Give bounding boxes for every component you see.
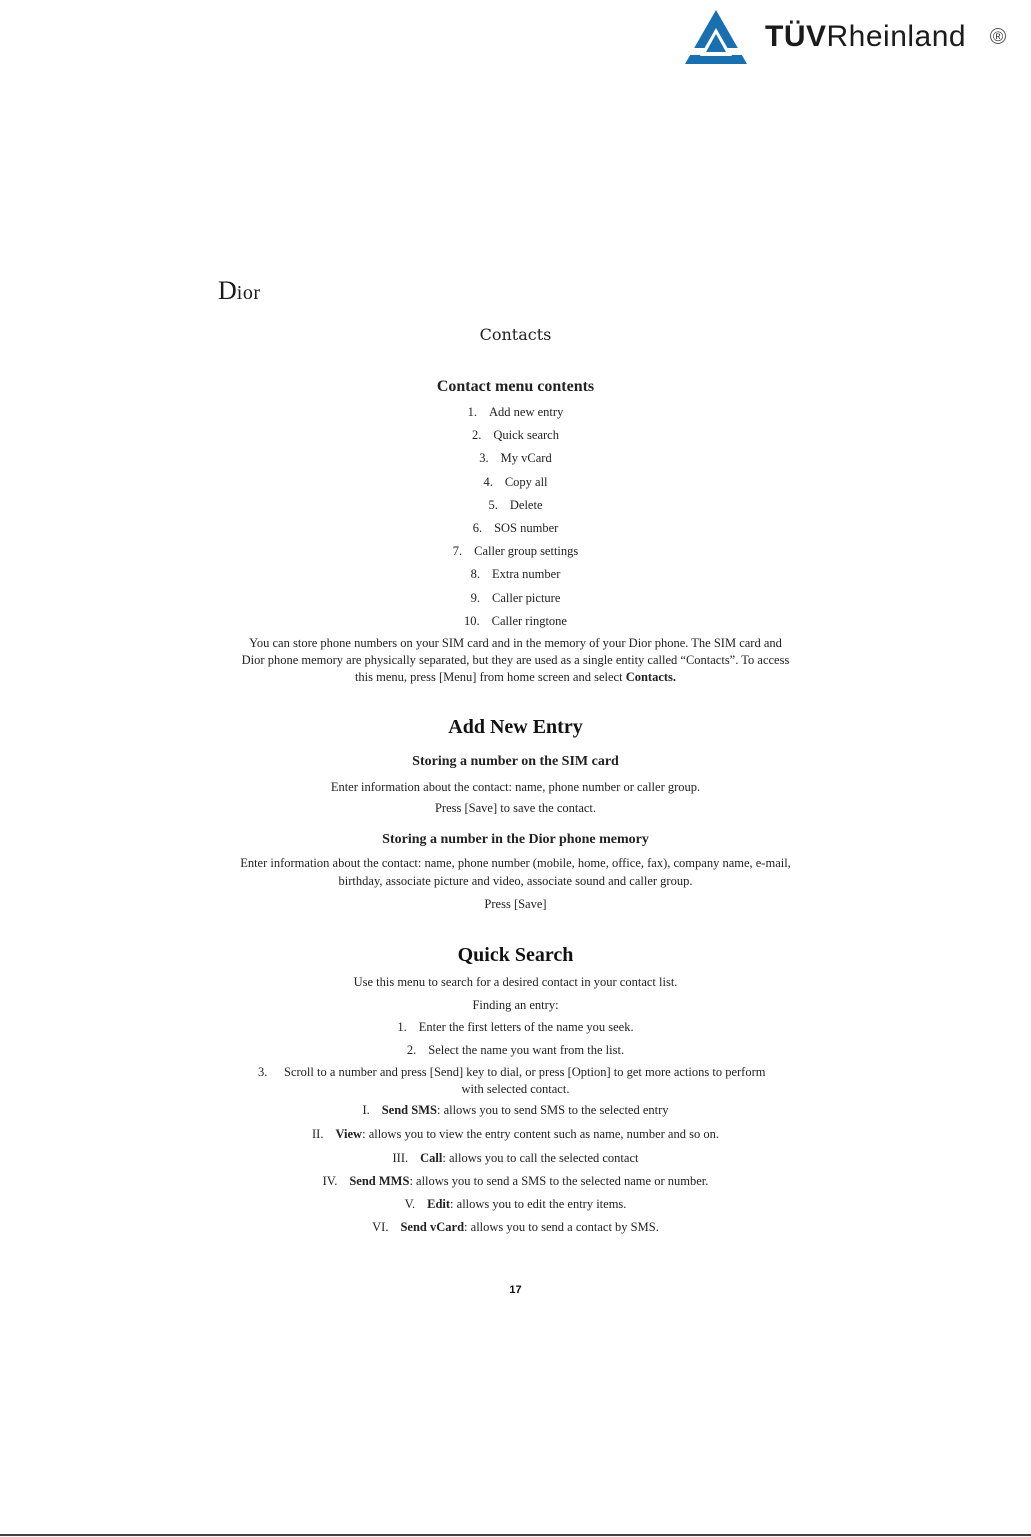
intro-line-1: You can store phone numbers on your SIM card and in the memory of your Dior phone. The SIM card and <box>249 636 782 650</box>
page-title: Contacts <box>479 325 552 344</box>
finding-entry: Finding an entry: <box>472 998 559 1012</box>
logo-rheinland: Rheinland <box>826 20 967 53</box>
brand-rest: ior <box>236 282 261 304</box>
list-item: 6. SOS number <box>472 521 559 535</box>
step-3-number: 3. <box>258 1065 268 1079</box>
step-1: 1. Enter the first letters of the name you seek. <box>397 1020 634 1034</box>
list-item: 3. My vCard <box>479 451 552 465</box>
bottom-rule <box>0 1534 1031 1536</box>
step-2: 2. Select the name you want from the list. <box>406 1043 625 1057</box>
option-item: I. Send SMS: allows you to send SMS to the selected entry <box>362 1103 669 1117</box>
phone-memory-heading: Storing a number in the Dior phone memory <box>382 832 649 847</box>
quick-search-heading: Quick Search <box>457 944 574 966</box>
list-item: 10. Caller ringtone <box>464 614 567 628</box>
page-number: 17 <box>509 1284 522 1296</box>
tuv-rheinland-wordmark <box>765 20 966 54</box>
intro-line-2: Dior phone memory are physically separated, but they are used as a single entity called “Contacts”. To access <box>241 653 790 667</box>
option-item: II. View: allows you to view the entry content such as name, number and so on. <box>312 1127 719 1141</box>
option-item: VI. Send vCard: allows you to send a contact by SMS. <box>372 1220 659 1234</box>
list-item: 4. Copy all <box>483 475 548 489</box>
list-item: 7. Caller group settings <box>452 544 579 558</box>
phone-line-2: birthday, associate picture and video, associate sound and caller group. <box>338 874 693 888</box>
dior-brand <box>218 276 261 306</box>
contact-menu-heading: Contact menu contents <box>436 378 595 395</box>
intro-line-3: this menu, press [Menu] from home screen and select Contacts. <box>354 670 677 684</box>
phone-line-1: Enter information about the contact: name, phone number (mobile, home, office, fax), company name, e-mail, <box>240 856 791 870</box>
tuv-triangle-logo-icon <box>683 8 749 66</box>
option-item: IV. Send MMS: allows you to send a SMS to the selected name or number. <box>322 1174 709 1188</box>
sim-line-2: Press [Save] to save the contact. <box>434 801 597 815</box>
add-new-entry-heading: Add New Entry <box>448 716 583 738</box>
quick-search-intro: Use this menu to search for a desired contact in your contact list. <box>353 975 678 989</box>
logo-tuv: TÜV <box>765 20 827 53</box>
list-item: 5. Delete <box>488 498 543 512</box>
option-item: III. Call: allows you to call the selected contact <box>392 1151 639 1165</box>
phone-line-3: Press [Save] <box>484 897 547 911</box>
sim-heading: Storing a number on the SIM card <box>412 754 619 769</box>
step-3-line-2: with selected contact. <box>461 1082 570 1096</box>
list-item: 8. Extra number <box>470 567 561 581</box>
sim-line-1: Enter information about the contact: name, phone number or caller group. <box>330 780 701 794</box>
registered-mark: ® <box>990 28 1006 44</box>
brand-first-letter: D <box>218 276 237 305</box>
step-3-line-1: Scroll to a number and press [Send] key to dial, or press [Option] to get more actions to perform <box>284 1065 766 1079</box>
list-item: 1. Add new entry <box>467 405 564 419</box>
list-item: 9. Caller picture <box>470 591 561 605</box>
option-item: V. Edit: allows you to edit the entry items. <box>404 1197 627 1211</box>
list-item: 2. Quick search <box>472 428 559 442</box>
